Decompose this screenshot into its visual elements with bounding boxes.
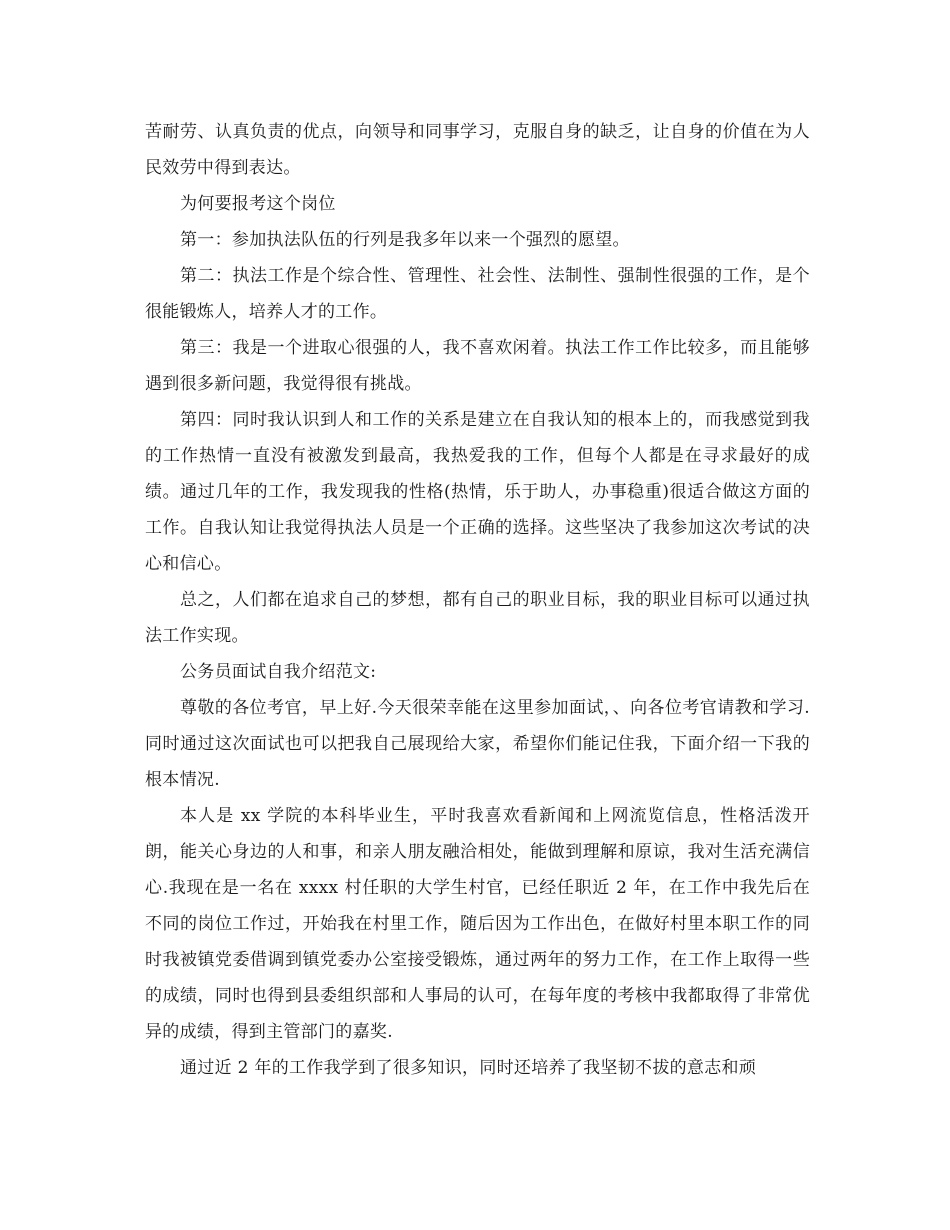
section-heading-sample-intro: 公务员面试自我介绍范文:	[180, 662, 377, 682]
paragraph: 通过近 2 年的工作我学到了很多知识，同时还培养了我坚韧不拔的意志和顽	[180, 1058, 757, 1078]
paragraph: 尊敬的各位考官，早上好.今天很荣幸能在这里参加面试，、向各位考官请教和学习.同时通过这次面试也可以把我自己展现给大家，希望你们能记住我，下面介绍一下我的根本情况.	[145, 698, 810, 790]
section-heading-why-apply: 为何要报考这个岗位	[180, 194, 336, 214]
paragraph: 本人是 xx 学院的本科毕业生，平时我喜欢看新闻和上网流览信息，性格活泼开朗，能关心身边的人和事，和亲人朋友融洽相处，能做到理解和原谅，我对生活充满信心.我现在是一名在 xxxx 村任职的大学生村官，已经任职近 2 年，在工作中我先后在不同的岗位工作过，开始我在村里工作，随后因为工作出色，在做好村里本职工作的同时我被镇党委借调到镇党委办公室接受锻炼，通过两年的努力工作，在工作上取得一些的成绩，同时也得到县委组织部和人事局的认可，在每年度的考核中我都取得了非常优异的成绩，得到主管部门的嘉奖.	[145, 806, 810, 1042]
paragraph: 总之，人们都在追求自己的梦想，都有自己的职业目标，我的职业目标可以通过执法工作实现。	[145, 590, 810, 646]
paragraph: 第一：参加执法队伍的行列是我多年以来一个强烈的愿望。	[180, 230, 630, 250]
paragraph: 第三：我是一个进取心很强的人，我不喜欢闲着。执法工作工作比较多，而且能够遇到很多新问题，我觉得很有挑战。	[145, 338, 810, 394]
paragraph: 第四：同时我认识到人和工作的关系是建立在自我认知的根本上的，而我感觉到我的工作热情一直没有被激发到最高，我热爱我的工作，但每个人都是在寻求最好的成绩。通过几年的工作，我发现我的性格(热情，乐于助人，办事稳重)很适合做这方面的工作。自我认知让我觉得执法人员是一个正确的选择。这些坚决了我参加这次考试的决心和信心。	[145, 410, 810, 574]
paragraph: 第二：执法工作是个综合性、管理性、社会性、法制性、强制性很强的工作，是个很能锻炼人，培养人才的工作。	[145, 266, 810, 322]
document-body	[145, 114, 810, 1086]
paragraph: 苦耐劳、认真负责的优点，向领导和同事学习，克服自身的缺乏，让自身的价值在为人民效劳中得到表达。	[145, 122, 810, 178]
